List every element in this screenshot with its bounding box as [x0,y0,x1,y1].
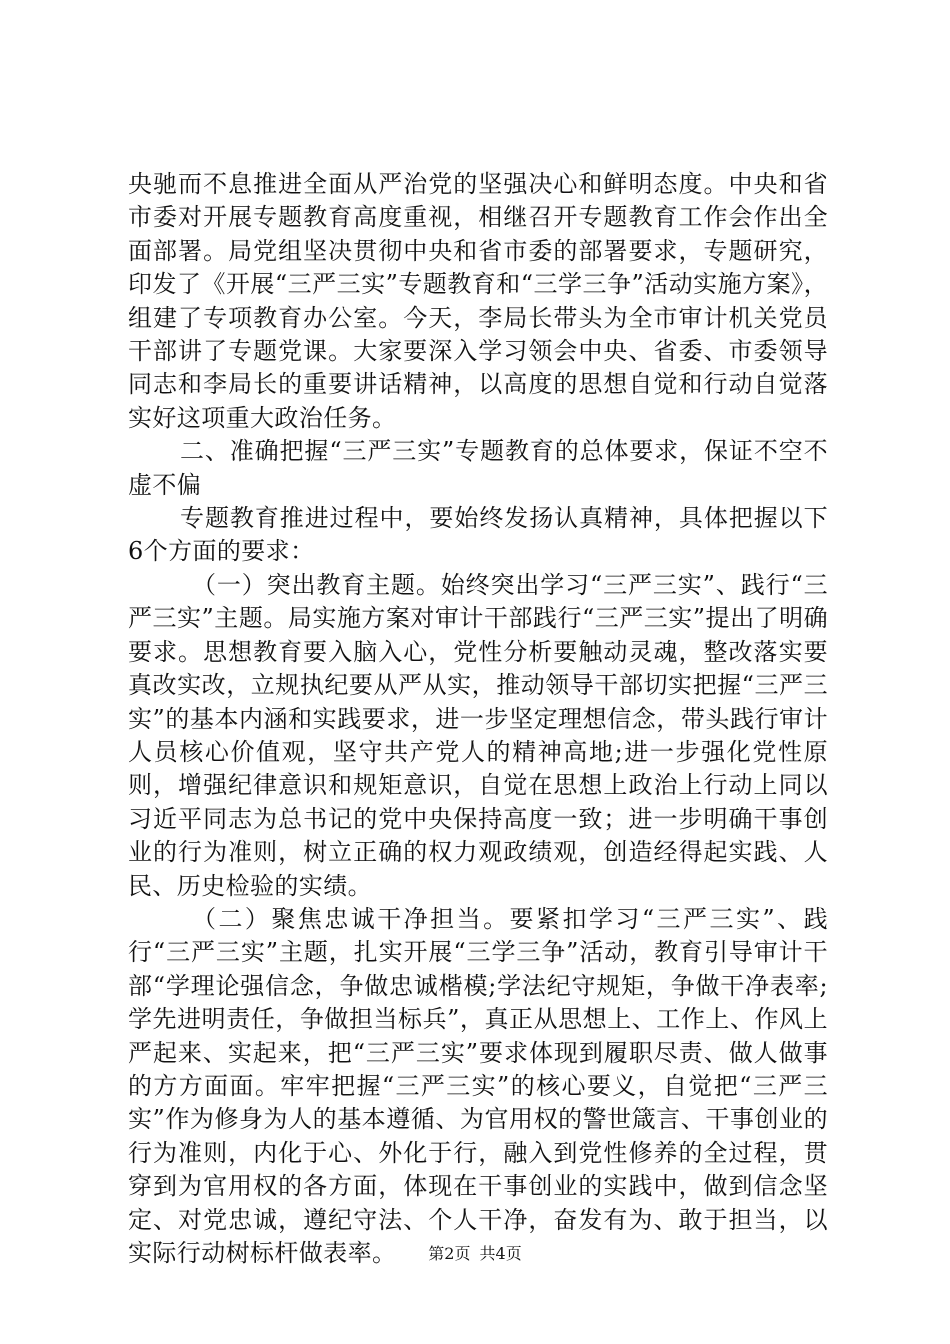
paragraph-requirements-intro: 专题教育推进过程中，要始终发扬认真精神，具体把握以下6个方面的要求： [128,504,828,566]
page-number: 第2页 [428,1244,471,1263]
paragraph-item-2: （二）聚焦忠诚干净担当。要紧扣学习“三严三实”、践行“三严三实”主题，扎实开展“三学三争”活动，教育引导审计干部“学理论强信念，争做忠诚楷模;学法纪守规矩，争做干净表率;学先进明责任，争做担当标兵”，真正从思想上、工作上、作风上严起来、实起来，把“三严三实”要求体现到履职尽责、做人做事的方方面面。牢牢把握“三严三实”的核心要义，自觉把“三严三实”作为修身为人的基本遵循、为官用权的警世箴言、干事创业的行为准则，内化于心、外化于行，融入到党性修养的全过程，贯穿到为官用权的各方面，体现在干事创业的实践中，做到信念坚定、对党忠诚，遵纪守法、个人干净，奋发有为、敢于担当，以实际行动树标杆做表率。 [128,904,828,1267]
paragraph-item-1: （一）突出教育主题。始终突出学习“三严三实”、践行“三严三实”主题。局实施方案对审计干部践行“三严三实”提出了明确要求。思想教育要入脑入心，党性分析要触动灵魂，整改落实要真改实改，立规执纪要从严从实，推动领导干部切实把握“三严三实”的基本内涵和实践要求，进一步坚定理想信念，带头践行审计人员核心价值观，坚守共产党人的精神高地;进一步强化党性原则，增强纪律意识和规矩意识，自觉在思想上政治上行动上同以习近平同志为总书记的党中央保持高度一致；进一步明确干事创业的行为准则，树立正确的权力观政绩观，创造经得起实践、人民、历史检验的实绩。 [128,570,828,900]
section-heading-2: 二、准确把握“三严三实”专题教育的总体要求，保证不空不虚不偏 [128,437,828,499]
document-body [128,168,828,1270]
page-footer [0,1244,950,1264]
page-total: 共4页 [479,1244,522,1263]
paragraph-continued: 央驰而不息推进全面从严治党的坚强决心和鲜明态度。中央和省市委对开展专题教育高度重视，相继召开专题教育工作会作出全面部署。局党组坚决贯彻中央和省市委的部署要求，专题研究，印发了《开展“三严三实”专题教育和“三学三争”活动实施方案》，组建了专项教育办公室。今天，李局长带头为全市审计机关党员干部讲了专题党课。大家要深入学习领会中央、省委、市委领导同志和李局长的重要讲话精神，以高度的思想自觉和行动自觉落实好这项重大政治任务。 [128,170,828,432]
